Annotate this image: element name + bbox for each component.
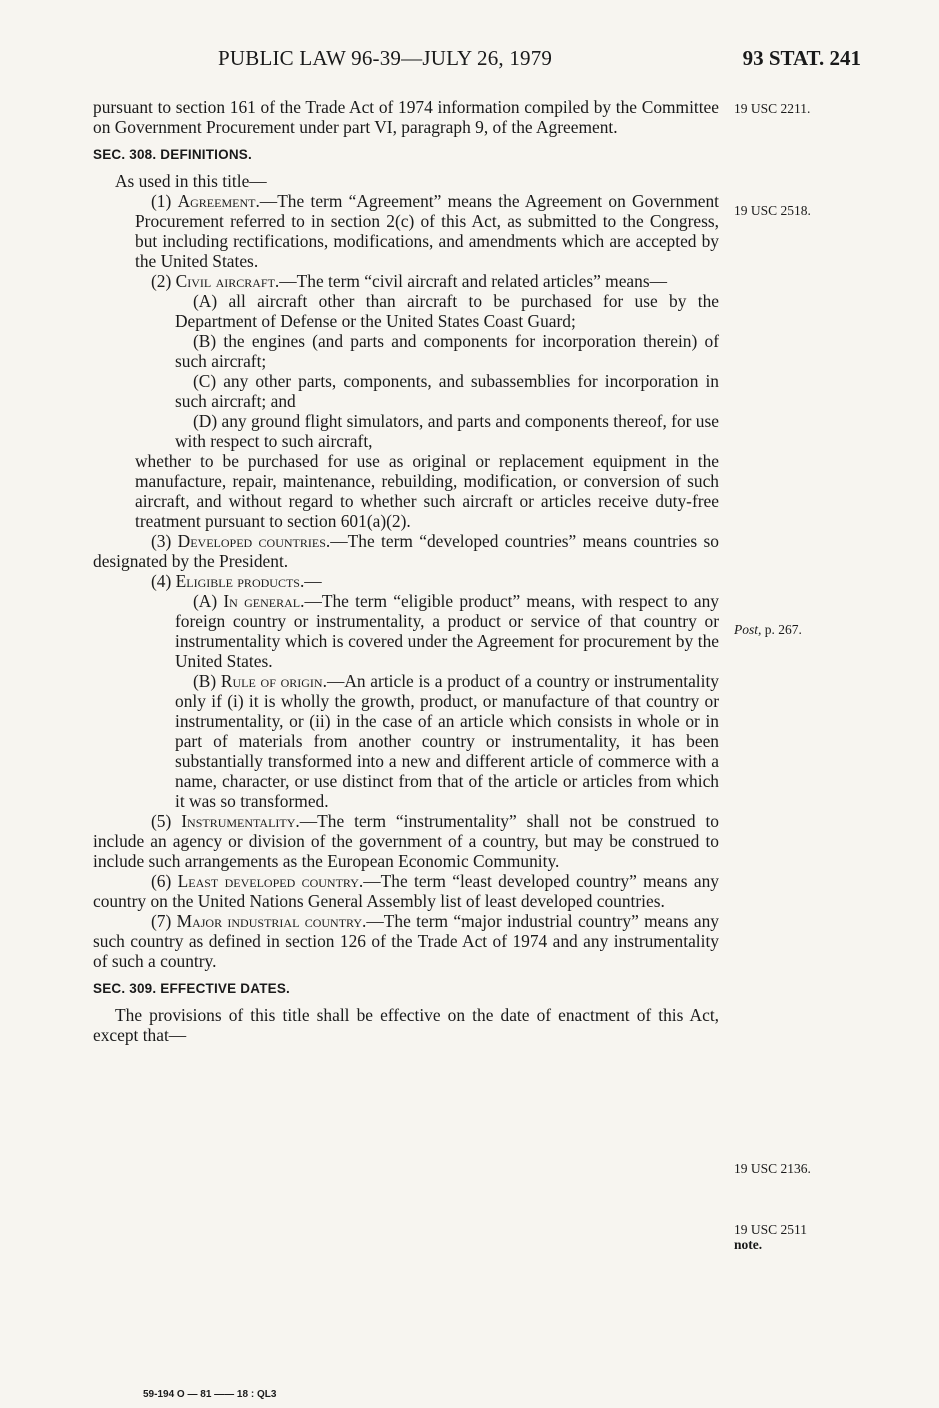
print-code-footer: 59-194 O — 81 —— 18 : QL3 [143, 1389, 277, 1400]
def-term: Rule of origin. [220, 671, 327, 691]
margin-note-post-page-ref: p. 267. [761, 622, 802, 637]
civil-aircraft-item-a: (A) all aircraft other than aircraft to be purchased for use by the Department of Defense or the United States Coast Guard; [175, 291, 719, 331]
margin-note-19-usc-2211: 19 USC 2211. [734, 101, 811, 116]
effective-dates-paragraph: The provisions of this title shall be effective on the date of enactment of this Act, except that— [93, 1005, 719, 1045]
definition-major-industrial-country [93, 911, 719, 971]
statute-page-number: 93 STAT. 241 [742, 46, 861, 70]
def-number: (5) [151, 811, 182, 831]
def-number: (1) [151, 191, 178, 211]
eligible-products-in-general [93, 591, 719, 671]
definition-developed-countries [93, 531, 719, 571]
civil-aircraft-item-c: (C) any other parts, components, and subassemblies for incorporation in such aircraft; and [175, 371, 719, 411]
def-text: —The term “Agreement” means the Agreement on Government Procurement referred to in section 2(c) of this Act, as submitted to the Congress, but including rectifications, modifications, and amendments which are accepted by the United States. [135, 191, 719, 271]
margin-note-post-page [734, 622, 802, 637]
margin-note-19-usc-2136: 19 USC 2136. [734, 1161, 811, 1176]
def-number: (B) [193, 671, 221, 691]
civil-aircraft-item-d: (D) any ground flight simulators, and parts and components thereof, for use with respect to such aircraft, [175, 411, 719, 451]
def-term: Agreement. [177, 191, 260, 211]
def-number: (A) [193, 591, 224, 611]
margin-note-post-italic: Post, [734, 622, 762, 637]
def-term: Civil aircraft. [175, 271, 280, 291]
running-title: PUBLIC LAW 96-39—JULY 26, 1979 [218, 46, 553, 70]
margin-note-line: note. [734, 1237, 763, 1252]
def-term: In general. [223, 591, 305, 611]
page-header [0, 46, 939, 76]
def-number: (3) [151, 531, 178, 551]
def-number: (7) [151, 911, 177, 931]
def-text: —The term “least developed country” means any country on the United Nations General Assembly list of least developed countries. [93, 871, 719, 911]
section-309-heading: SEC. 309. EFFECTIVE DATES. [93, 981, 290, 996]
margin-note-19-usc-2511 [734, 1222, 807, 1252]
definition-eligible-products [93, 571, 719, 591]
civil-aircraft-item-b: (B) the engines (and parts and components for incorporation therein) of such aircraft; [175, 331, 719, 371]
def-text: —An article is a product of a country or instrumentality only if (i) it is wholly the growth, product, or manufacture of that country or instrumentality, or (ii) in the case of an article which consists in whole or in part of materials from another country or instrumentality, it has been substantially transformed into a new and different article of commerce with a name, character, or use distinct from that of the article or articles from which it was so transformed. [175, 671, 720, 811]
def-term: Instrumentality. [181, 811, 300, 831]
def-text: —The term “instrumentality” shall not be construed to include an agency or division of the government of a country, but may be construed to include such arrangements as the European Economic Community. [93, 811, 719, 871]
def-number: (4) [151, 571, 176, 591]
as-used-line: As used in this title— [115, 171, 267, 191]
def-term: Eligible products. [175, 571, 305, 591]
margin-note-line: 19 USC 2511 [734, 1222, 808, 1237]
definition-instrumentality [93, 811, 719, 871]
def-text: —The term “major industrial country” means any such country as defined in section 126 of the Trade Act of 1974 and any instrumentality of such a country. [93, 911, 719, 971]
def-term: Least developed country. [177, 871, 364, 891]
def-text: —The term “developed countries” means countries so designated by the President. [93, 531, 719, 571]
def-text: — [304, 571, 322, 591]
intro-paragraph: pursuant to section 161 of the Trade Act of 1974 information compiled by the Committee on Government Procurement under part VI, paragraph 9, of the Agreement. [93, 97, 719, 137]
section-308-heading: SEC. 308. DEFINITIONS. [93, 147, 252, 162]
def-term: Developed countries. [177, 531, 331, 551]
page-body [93, 97, 719, 1045]
civil-aircraft-tail: whether to be purchased for use as original or replacement equipment in the manufacture, repair, maintenance, rebuilding, modification, or conversion of such aircraft, and without regard to whether such aircraft or articles receive duty-free treatment pursuant to section 601(a)(2). [135, 451, 719, 531]
definition-least-developed-country [93, 871, 719, 911]
def-text: —The term “eligible product” means, with respect to any foreign country or instrumentality, a product or service of that country or instrumentality which is covered under the Agreement for procurement by the United States. [175, 591, 719, 671]
definition-civil-aircraft [93, 271, 719, 291]
eligible-products-rule-of-origin [93, 671, 719, 811]
def-text: —The term “civil aircraft and related articles” means— [279, 271, 667, 291]
margin-note-19-usc-2518: 19 USC 2518. [734, 203, 811, 218]
def-number: (2) [151, 271, 176, 291]
definition-agreement [93, 191, 719, 271]
def-term: Major industrial country. [176, 911, 367, 931]
def-number: (6) [151, 871, 178, 891]
